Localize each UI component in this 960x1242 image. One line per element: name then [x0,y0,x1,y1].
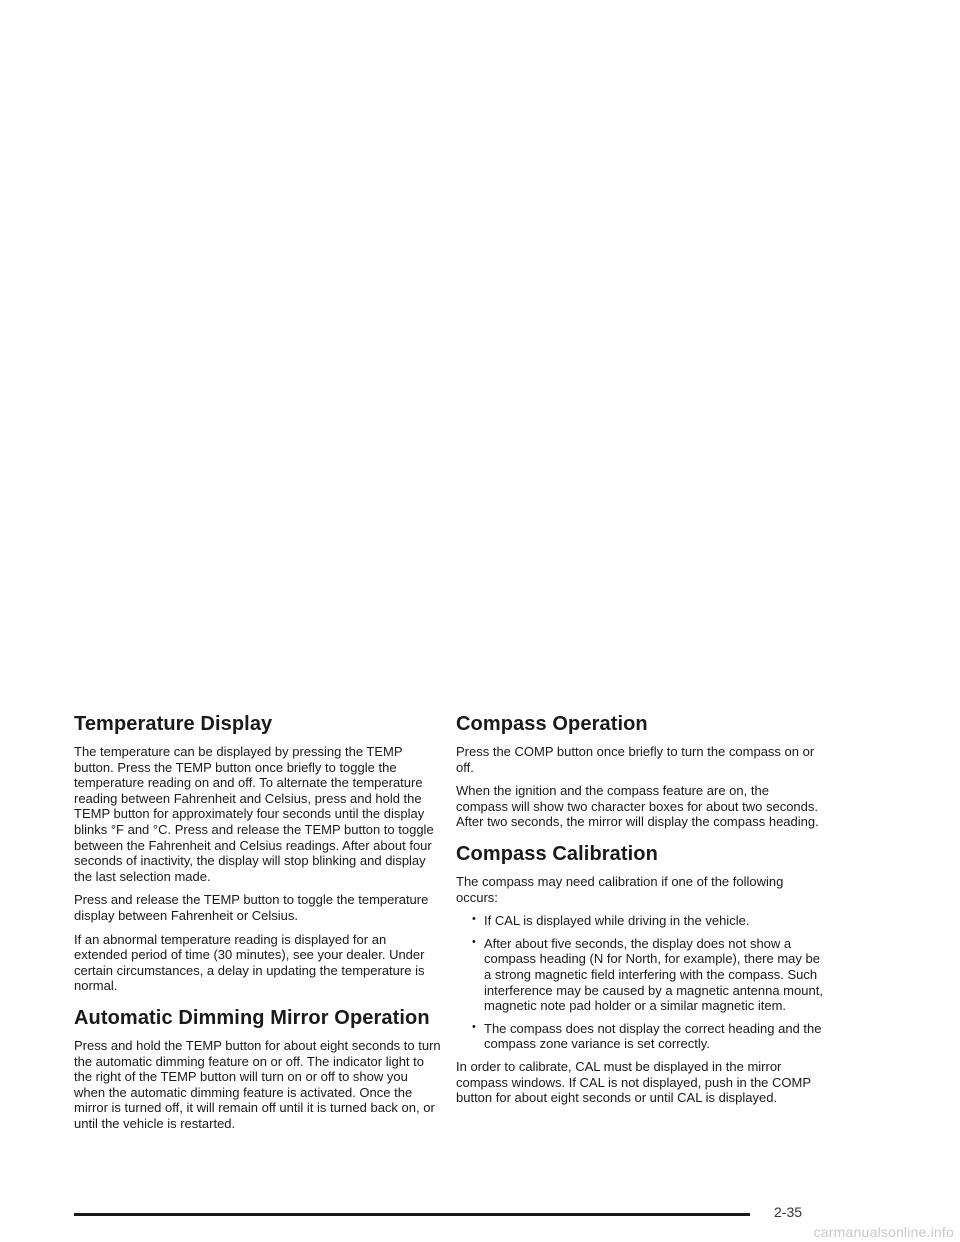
compass-calibration-list [456,913,824,1052]
page-number: 2-35 [774,1204,803,1220]
bullet-icon: • [472,1020,476,1033]
list-item-text: After about five seconds, the display does not show a compass heading (N for North, for example), there may be a strong magnetic field interfering with the compass. Such interference may be caused by a magnetic antenna mount, magnetic note pad holder or a similar magnetic item. [484,935,823,1014]
bullet-icon: • [472,935,476,948]
compass-operation-paragraph-1: Press the COMP button once briefly to turn the compass on or off. [456,744,815,775]
compass-calibration-heading: Compass Calibration [456,842,658,865]
temperature-display-paragraph-3: If an abnormal temperature reading is displayed for an extended period of time (30 minutes), see your dealer. Under certain circumstances, a delay in updating the temperature is normal. [74,931,425,994]
compass-operation-heading: Compass Operation [456,713,648,735]
compass-operation-paragraph-2: When the ignition and the compass feature are on, the compass will show two character boxes for about two seconds. After two seconds, the mirror will display the compass heading. [456,783,819,830]
list-item-text: If CAL is displayed while driving in the vehicle. [484,913,750,929]
list-item [456,1021,824,1052]
compass-calibration-closing: In order to calibrate, CAL must be displayed in the mirror compass windows. If CAL is not displayed, push in the COMP button for about eight seconds or until CAL is displayed. [456,1058,811,1106]
auto-dimming-heading: Automatic Dimming Mirror Operation [74,1006,430,1029]
temperature-display-heading: Temperature Display [74,713,273,735]
list-item-text: The compass does not display the correct heading and the compass zone variance is set correctly. [484,1020,822,1052]
temperature-display-paragraph-2: Press and release the TEMP button to toggle the temperature display between Fahrenheit or Celsius. [74,892,429,923]
auto-dimming-paragraph-1: Press and hold the TEMP button for about eight seconds to turn the automatic dimming feature on or off. The indicator light to the right of the TEMP button will turn on or off to show you when the automatic dimming feature is activated. Once the mirror is turned off, it will remain off until it is turned back on, or until the vehicle is restarted. [74,1037,441,1131]
list-item [456,913,824,929]
watermark: carmanualsonline.info [813,1224,954,1240]
bullet-icon: • [472,913,476,926]
right-column [456,712,824,1114]
footer-rule [74,1213,750,1216]
list-item [456,936,824,1014]
compass-calibration-intro: The compass may need calibration if one of the following occurs: [456,873,784,905]
left-column [74,712,442,1139]
temperature-display-paragraph-1: The temperature can be displayed by pressing the TEMP button. Press the TEMP button once briefly to toggle the temperature reading on and off. To alternate the temperature reading between Fahrenheit and Celsius, press and hold the TEMP button for approximately four seconds until the display blinks °F and °C. Press and release the TEMP button to toggle between the Fahrenheit and Celsius readings. After about four seconds of inactivity, the display will stop blinking and display the last selection made. [74,744,434,884]
